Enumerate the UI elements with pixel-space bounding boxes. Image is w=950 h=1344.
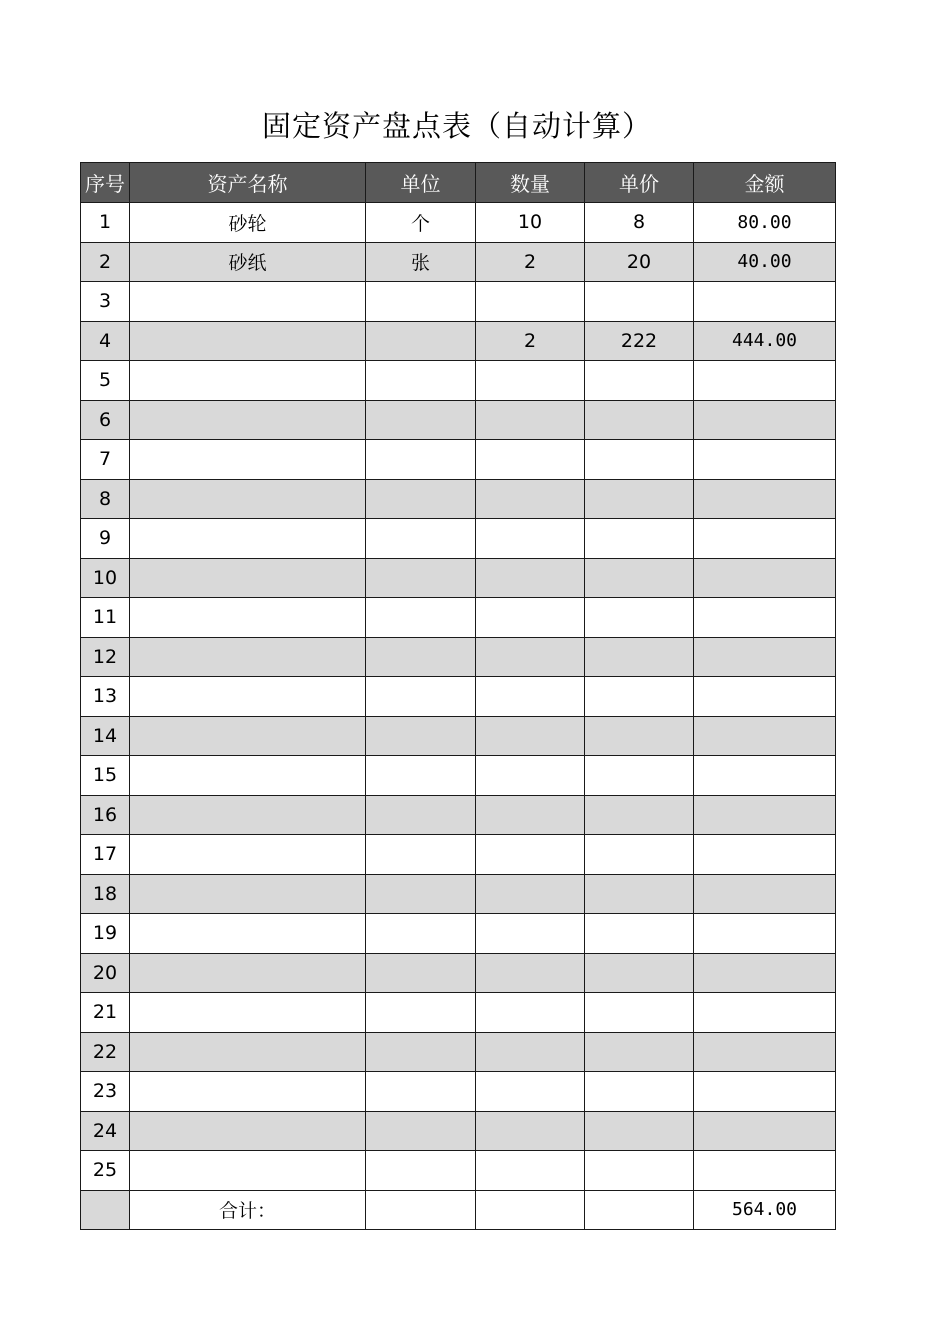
cell-qty[interactable]: [476, 795, 585, 835]
cell-amount[interactable]: [694, 1032, 836, 1072]
cell-no[interactable]: 7: [81, 440, 130, 480]
table-row: [81, 795, 836, 835]
cell-price[interactable]: [585, 1111, 694, 1151]
total-row: [81, 1190, 836, 1230]
cell-qty[interactable]: [476, 519, 585, 559]
cell-price[interactable]: [585, 756, 694, 796]
cell-name[interactable]: [130, 993, 366, 1033]
cell-amount[interactable]: [694, 637, 836, 677]
cell-amount[interactable]: [694, 677, 836, 717]
cell-qty[interactable]: [476, 677, 585, 717]
table-row: [81, 282, 836, 322]
table-row: [81, 321, 836, 361]
cell-price[interactable]: [585, 953, 694, 993]
table-row: [81, 598, 836, 638]
table-row: [81, 1072, 836, 1112]
cell-price[interactable]: [585, 835, 694, 875]
cell-qty[interactable]: [476, 361, 585, 401]
cell-price[interactable]: [585, 598, 694, 638]
header-unit[interactable]: 单位: [366, 163, 476, 203]
cell-unit[interactable]: [366, 519, 476, 559]
cell-unit[interactable]: [366, 400, 476, 440]
cell-name[interactable]: 砂纸: [130, 242, 366, 282]
cell-qty[interactable]: [476, 1032, 585, 1072]
cell-unit[interactable]: [366, 479, 476, 519]
cell-amount[interactable]: 444.00: [694, 321, 836, 361]
cell-no[interactable]: 25: [81, 1151, 130, 1191]
table-row: [81, 835, 836, 875]
cell-unit[interactable]: 个: [366, 203, 476, 243]
cell-no[interactable]: 21: [81, 993, 130, 1033]
table-row: [81, 361, 836, 401]
cell-no[interactable]: 12: [81, 637, 130, 677]
cell-unit[interactable]: [366, 677, 476, 717]
cell-price[interactable]: [585, 914, 694, 954]
cell-qty[interactable]: [476, 1151, 585, 1191]
cell-name[interactable]: [130, 282, 366, 322]
cell-qty[interactable]: [476, 440, 585, 480]
cell-amount[interactable]: [694, 598, 836, 638]
cell-unit[interactable]: [366, 558, 476, 598]
cell-amount[interactable]: [694, 282, 836, 322]
cell-amount[interactable]: [694, 440, 836, 480]
total-label[interactable]: 合计：: [130, 1190, 366, 1230]
table-row: [81, 203, 836, 243]
sheet-title: 固定资产盘点表（自动计算）: [261, 109, 652, 143]
cell-unit[interactable]: [366, 282, 476, 322]
cell-name[interactable]: 砂轮: [130, 203, 366, 243]
cell-name[interactable]: [130, 361, 366, 401]
cell-name[interactable]: [130, 835, 366, 875]
cell-amount[interactable]: 80.00: [694, 203, 836, 243]
cell-no[interactable]: 10: [81, 558, 130, 598]
cell-no[interactable]: 16: [81, 795, 130, 835]
cell-unit[interactable]: [366, 874, 476, 914]
cell-qty[interactable]: [476, 1111, 585, 1151]
table-body: [81, 203, 836, 1230]
total-price-cell[interactable]: [585, 1190, 694, 1230]
total-qty-cell[interactable]: [476, 1190, 585, 1230]
table-row: [81, 716, 836, 756]
cell-price[interactable]: 8: [585, 203, 694, 243]
cell-qty[interactable]: [476, 558, 585, 598]
cell-unit[interactable]: [366, 756, 476, 796]
cell-no[interactable]: 17: [81, 835, 130, 875]
cell-price[interactable]: [585, 1072, 694, 1112]
total-amount[interactable]: 564.00: [694, 1190, 836, 1230]
cell-price[interactable]: [585, 361, 694, 401]
cell-no[interactable]: 23: [81, 1072, 130, 1112]
cell-amount[interactable]: [694, 953, 836, 993]
cell-price[interactable]: [585, 795, 694, 835]
table-row: [81, 519, 836, 559]
cell-amount[interactable]: [694, 1072, 836, 1112]
cell-no[interactable]: 15: [81, 756, 130, 796]
table-row: [81, 637, 836, 677]
cell-amount[interactable]: [694, 716, 836, 756]
cell-qty[interactable]: [476, 479, 585, 519]
cell-qty[interactable]: [476, 756, 585, 796]
cell-name[interactable]: [130, 756, 366, 796]
table-row: [81, 479, 836, 519]
cell-unit[interactable]: [366, 637, 476, 677]
cell-qty[interactable]: [476, 914, 585, 954]
cell-price[interactable]: [585, 993, 694, 1033]
cell-amount[interactable]: [694, 361, 836, 401]
cell-unit[interactable]: [366, 361, 476, 401]
cell-qty[interactable]: 2: [476, 321, 585, 361]
cell-unit[interactable]: 张: [366, 242, 476, 282]
cell-no[interactable]: 8: [81, 479, 130, 519]
cell-price[interactable]: [585, 637, 694, 677]
cell-no[interactable]: 24: [81, 1111, 130, 1151]
cell-name[interactable]: [130, 795, 366, 835]
cell-name[interactable]: [130, 479, 366, 519]
cell-price[interactable]: 222: [585, 321, 694, 361]
cell-unit[interactable]: [366, 795, 476, 835]
cell-name[interactable]: [130, 914, 366, 954]
cell-unit[interactable]: [366, 1032, 476, 1072]
cell-name[interactable]: [130, 677, 366, 717]
total-no-cell[interactable]: [81, 1190, 130, 1230]
table-row: [81, 558, 836, 598]
header-price[interactable]: 单价: [585, 163, 694, 203]
cell-qty[interactable]: [476, 993, 585, 1033]
cell-unit[interactable]: [366, 440, 476, 480]
cell-unit[interactable]: [366, 321, 476, 361]
cell-amount[interactable]: [694, 795, 836, 835]
cell-name[interactable]: [130, 400, 366, 440]
table-row: [81, 874, 836, 914]
cell-price[interactable]: [585, 479, 694, 519]
cell-price[interactable]: [585, 519, 694, 559]
asset-table: [80, 162, 836, 1230]
header-amount[interactable]: 金额: [694, 163, 836, 203]
cell-amount[interactable]: [694, 835, 836, 875]
cell-no[interactable]: 14: [81, 716, 130, 756]
cell-qty[interactable]: [476, 1072, 585, 1112]
cell-no[interactable]: 2: [81, 242, 130, 282]
table-row: [81, 400, 836, 440]
cell-name[interactable]: [130, 598, 366, 638]
cell-price[interactable]: [585, 716, 694, 756]
cell-qty[interactable]: [476, 400, 585, 440]
cell-amount[interactable]: [694, 993, 836, 1033]
cell-qty[interactable]: 10: [476, 203, 585, 243]
cell-qty[interactable]: [476, 874, 585, 914]
table-row: [81, 1111, 836, 1151]
cell-amount[interactable]: [694, 558, 836, 598]
header-row: [81, 163, 836, 203]
header-qty[interactable]: 数量: [476, 163, 585, 203]
cell-qty[interactable]: [476, 716, 585, 756]
cell-amount[interactable]: [694, 1111, 836, 1151]
cell-price[interactable]: [585, 558, 694, 598]
header-name[interactable]: 资产名称: [130, 163, 366, 203]
cell-unit[interactable]: [366, 716, 476, 756]
cell-no[interactable]: 13: [81, 677, 130, 717]
cell-price[interactable]: [585, 282, 694, 322]
cell-amount[interactable]: [694, 519, 836, 559]
table-row: [81, 756, 836, 796]
cell-no[interactable]: 19: [81, 914, 130, 954]
cell-name[interactable]: [130, 1032, 366, 1072]
cell-price[interactable]: [585, 1032, 694, 1072]
header-no[interactable]: 序号: [81, 163, 130, 203]
cell-qty[interactable]: 2: [476, 242, 585, 282]
cell-name[interactable]: [130, 874, 366, 914]
cell-name[interactable]: [130, 1072, 366, 1112]
cell-name[interactable]: [130, 716, 366, 756]
table-row: [81, 440, 836, 480]
cell-qty[interactable]: [476, 835, 585, 875]
cell-amount[interactable]: [694, 914, 836, 954]
cell-amount[interactable]: [694, 1151, 836, 1191]
cell-qty[interactable]: [476, 598, 585, 638]
cell-name[interactable]: [130, 321, 366, 361]
table-row: [81, 242, 836, 282]
cell-unit[interactable]: [366, 1072, 476, 1112]
table-row: [81, 677, 836, 717]
cell-unit[interactable]: [366, 914, 476, 954]
cell-no[interactable]: 20: [81, 953, 130, 993]
cell-no[interactable]: 1: [81, 203, 130, 243]
cell-amount[interactable]: [694, 756, 836, 796]
cell-amount[interactable]: [694, 400, 836, 440]
cell-name[interactable]: [130, 519, 366, 559]
cell-unit[interactable]: [366, 993, 476, 1033]
table-row: [81, 1032, 836, 1072]
cell-unit[interactable]: [366, 953, 476, 993]
cell-no[interactable]: 18: [81, 874, 130, 914]
cell-price[interactable]: [585, 677, 694, 717]
cell-no[interactable]: 11: [81, 598, 130, 638]
cell-unit[interactable]: [366, 1111, 476, 1151]
cell-price[interactable]: 20: [585, 242, 694, 282]
total-unit-cell[interactable]: [366, 1190, 476, 1230]
cell-name[interactable]: [130, 1151, 366, 1191]
cell-price[interactable]: [585, 440, 694, 480]
cell-amount[interactable]: [694, 874, 836, 914]
cell-no[interactable]: 6: [81, 400, 130, 440]
cell-qty[interactable]: [476, 953, 585, 993]
cell-amount[interactable]: [694, 479, 836, 519]
cell-unit[interactable]: [366, 598, 476, 638]
table-row: [81, 914, 836, 954]
cell-amount[interactable]: 40.00: [694, 242, 836, 282]
table-row: [81, 1151, 836, 1191]
cell-qty[interactable]: [476, 637, 585, 677]
cell-unit[interactable]: [366, 835, 476, 875]
table-row: [81, 953, 836, 993]
cell-unit[interactable]: [366, 1151, 476, 1191]
cell-name[interactable]: [130, 1111, 366, 1151]
cell-name[interactable]: [130, 440, 366, 480]
cell-no[interactable]: 9: [81, 519, 130, 559]
cell-price[interactable]: [585, 400, 694, 440]
cell-qty[interactable]: [476, 282, 585, 322]
cell-name[interactable]: [130, 637, 366, 677]
cell-no[interactable]: 5: [81, 361, 130, 401]
cell-no[interactable]: 4: [81, 321, 130, 361]
cell-no[interactable]: 22: [81, 1032, 130, 1072]
cell-name[interactable]: [130, 558, 366, 598]
cell-price[interactable]: [585, 1151, 694, 1191]
cell-no[interactable]: 3: [81, 282, 130, 322]
cell-name[interactable]: [130, 953, 366, 993]
cell-price[interactable]: [585, 874, 694, 914]
table-row: [81, 993, 836, 1033]
